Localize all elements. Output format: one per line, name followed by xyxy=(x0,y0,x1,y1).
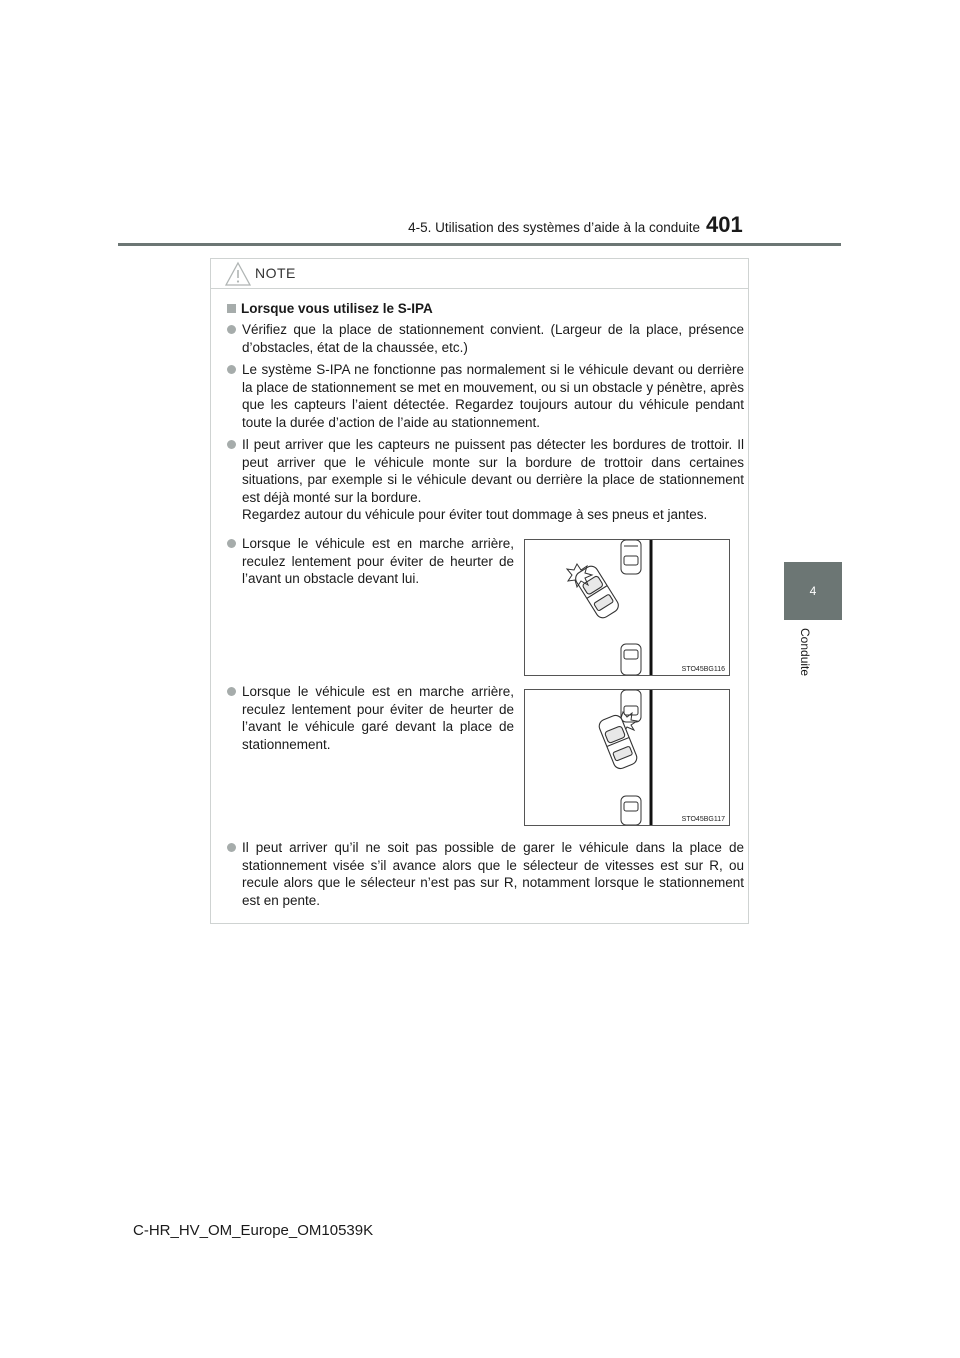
bullet-dot-icon xyxy=(227,843,236,852)
bullet-text: Il peut arriver qu’il ne soit pas possible de garer le véhicule dans la place de stationnement visée s’il avance alors que le sélecteur de vitesses est sur R, ou recule alors que le sélecteur n’est pas sur R, notamment lorsque le stationnement est en pente. xyxy=(242,840,744,908)
header-rule xyxy=(118,243,841,246)
section-title-text: Lorsque vous utilisez le S-IPA xyxy=(241,301,433,316)
figure-parking-vehicle xyxy=(524,689,730,826)
parked-car-bottom xyxy=(621,644,641,675)
bullet-text: Lorsque le véhicule est en marche arrière, reculez lentement pour éviter de heurter de l’avant le véhicule garé devant la place de stationnement. xyxy=(242,684,514,752)
footer-document-id: C-HR_HV_OM_Europe_OM10539K xyxy=(133,1222,374,1239)
bullet-text: Il peut arriver que les capteurs ne puissent pas détecter les bordures de trottoir. Il peut arriver que le véhicule monte sur la bordure de trottoir dans certaines situations, par exemple si le véhicule devant ou derrière la place de stationnement est déjà monté sur la bordure. xyxy=(242,437,744,505)
warning-triangle-icon xyxy=(225,261,251,287)
note-header xyxy=(211,259,748,289)
figure-parking-obstacle xyxy=(524,539,730,676)
bullet-item-5 xyxy=(227,683,514,753)
bullet-item-3 xyxy=(227,436,744,524)
bullet-item-1 xyxy=(227,321,744,356)
bullet-text: Le système S-IPA ne fonctionne pas normalement si le véhicule devant ou derrière la place de stationnement se met en mouvement, ou si un obstacle y pénètre, après que les capteurs l’aient détectée. Regardez toujours autour du véhicule pendant toute la durée d’action de l’aide au stationnement. xyxy=(242,362,744,430)
chapter-tab-number: 4 xyxy=(784,562,842,620)
bullet-item-4 xyxy=(227,535,514,588)
square-bullet-icon xyxy=(227,304,236,313)
bullet-dot-icon xyxy=(227,539,236,548)
figure-code: STO45BG117 xyxy=(681,816,725,823)
reversing-car xyxy=(573,564,621,621)
parking-diagram-1 xyxy=(525,540,729,675)
bullet-item-2 xyxy=(227,361,744,431)
bullet-text-extra: Regardez autour du véhicule pour éviter tout dommage à ses pneus et jantes. xyxy=(242,507,708,523)
bullet-text: Lorsque le véhicule est en marche arrière, reculez lentement pour éviter de heurter de l’avant un obstacle devant lui. xyxy=(242,536,514,587)
bullet-dot-icon xyxy=(227,365,236,374)
bullet-dot-icon xyxy=(227,440,236,449)
parked-car-bottom xyxy=(621,796,641,825)
bullet-dot-icon xyxy=(227,325,236,334)
bullet-text: Vérifiez que la place de stationnement convient. (Largeur de la place, présence d’obstacles, état de la chaussée, etc.) xyxy=(242,322,744,355)
note-title: NOTE xyxy=(255,265,296,281)
bullet-dot-icon xyxy=(227,687,236,696)
bullet-item-6 xyxy=(227,839,744,909)
parking-diagram-2 xyxy=(525,690,729,825)
chapter-tab-label: Conduite xyxy=(798,628,812,677)
figure-code: STO45BG116 xyxy=(681,666,725,673)
parked-car-top xyxy=(621,540,641,574)
note-box xyxy=(210,258,749,924)
page-number: 401 xyxy=(706,212,743,237)
header-section-title: 4-5. Utilisation des systèmes d’aide à la conduite xyxy=(408,220,700,235)
section-title xyxy=(227,301,433,316)
